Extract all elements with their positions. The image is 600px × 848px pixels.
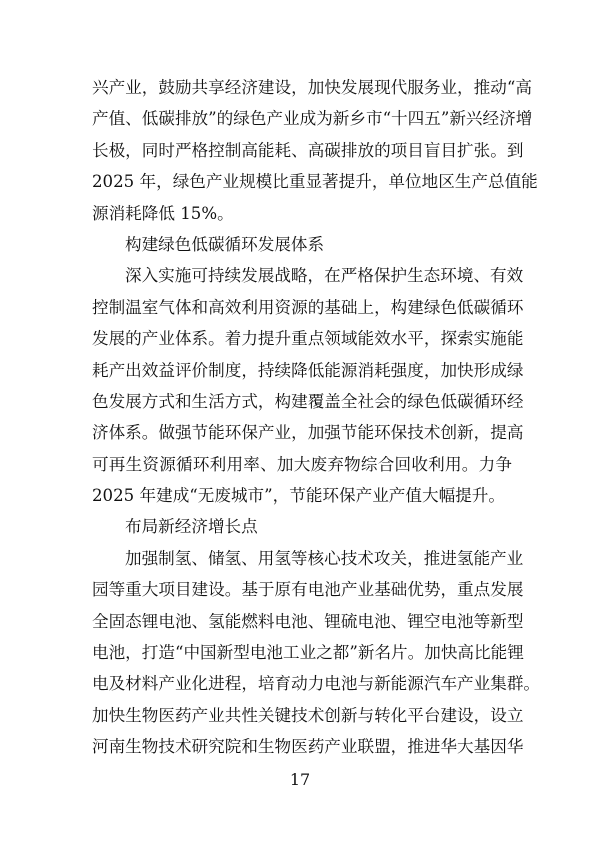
text-line: 全固态锂电池、氢能燃料电池、锂硫电池、锂空电池等新型 — [92, 611, 524, 631]
text-line: 电及材料产业化进程，培育动力电池与新能源汽车产业集群。 — [92, 674, 541, 694]
text-line: 可再生资源循环利用率、加大废弃物综合回收利用。力争 — [92, 454, 512, 474]
text-line: 产值、低碳排放”的绿色产业成为新乡市“十四五”新兴经济增 — [92, 109, 533, 129]
text-line: 济体系。做强节能环保产业，加强节能环保技术创新，提高 — [92, 423, 524, 443]
text-line: 深入实施可持续发展战略，在严格保护生态环境、有效 — [125, 266, 524, 286]
document-body — [92, 72, 541, 763]
section-heading: 构建绿色低碳循环发展体系 — [125, 234, 325, 254]
text-line: 控制温室气体和高效利用资源的基础上，构建绿色低碳循环 — [92, 297, 524, 317]
page-number: 17 — [289, 770, 311, 789]
text-line: 源消耗降低 15%。 — [92, 203, 234, 223]
text-line: 2025 年建成“无废城市”，节能环保产业产值大幅提升。 — [92, 486, 505, 506]
text-line: 兴产业，鼓励共享经济建设，加快发展现代服务业，推动“高 — [92, 78, 532, 97]
text-line: 电池，打造“中国新型电池工业之都”新名片。加快高比能锂 — [92, 643, 524, 663]
text-line: 发展的产业体系。着力提升重点领域能效水平，探索实施能 — [92, 329, 524, 349]
text-line: 2025 年，绿色产业规模比重显著提升，单位地区生产总值能 — [92, 172, 538, 192]
text-line: 长极，同时严格控制高能耗、高碳排放的项目盲目扩张。到 — [92, 140, 524, 160]
text-line: 色发展方式和生活方式，构建覆盖全社会的绿色低碳循环经 — [92, 391, 524, 411]
text-line: 河南生物技术研究院和生物医药产业联盟，推进华大基因华 — [92, 737, 524, 757]
text-line: 耗产出效益评价制度，持续降低能源消耗强度，加快形成绿 — [92, 360, 524, 380]
text-line: 加快生物医药产业共性关键技术创新与转化平台建设，设立 — [92, 705, 524, 725]
text-line: 加强制氢、储氢、用氢等核心技术攻关，推进氢能产业 — [125, 548, 524, 568]
section-heading: 布局新经济增长点 — [125, 517, 258, 537]
text-line: 园等重大项目建设。基于原有电池产业基础优势，重点发展 — [92, 580, 524, 600]
